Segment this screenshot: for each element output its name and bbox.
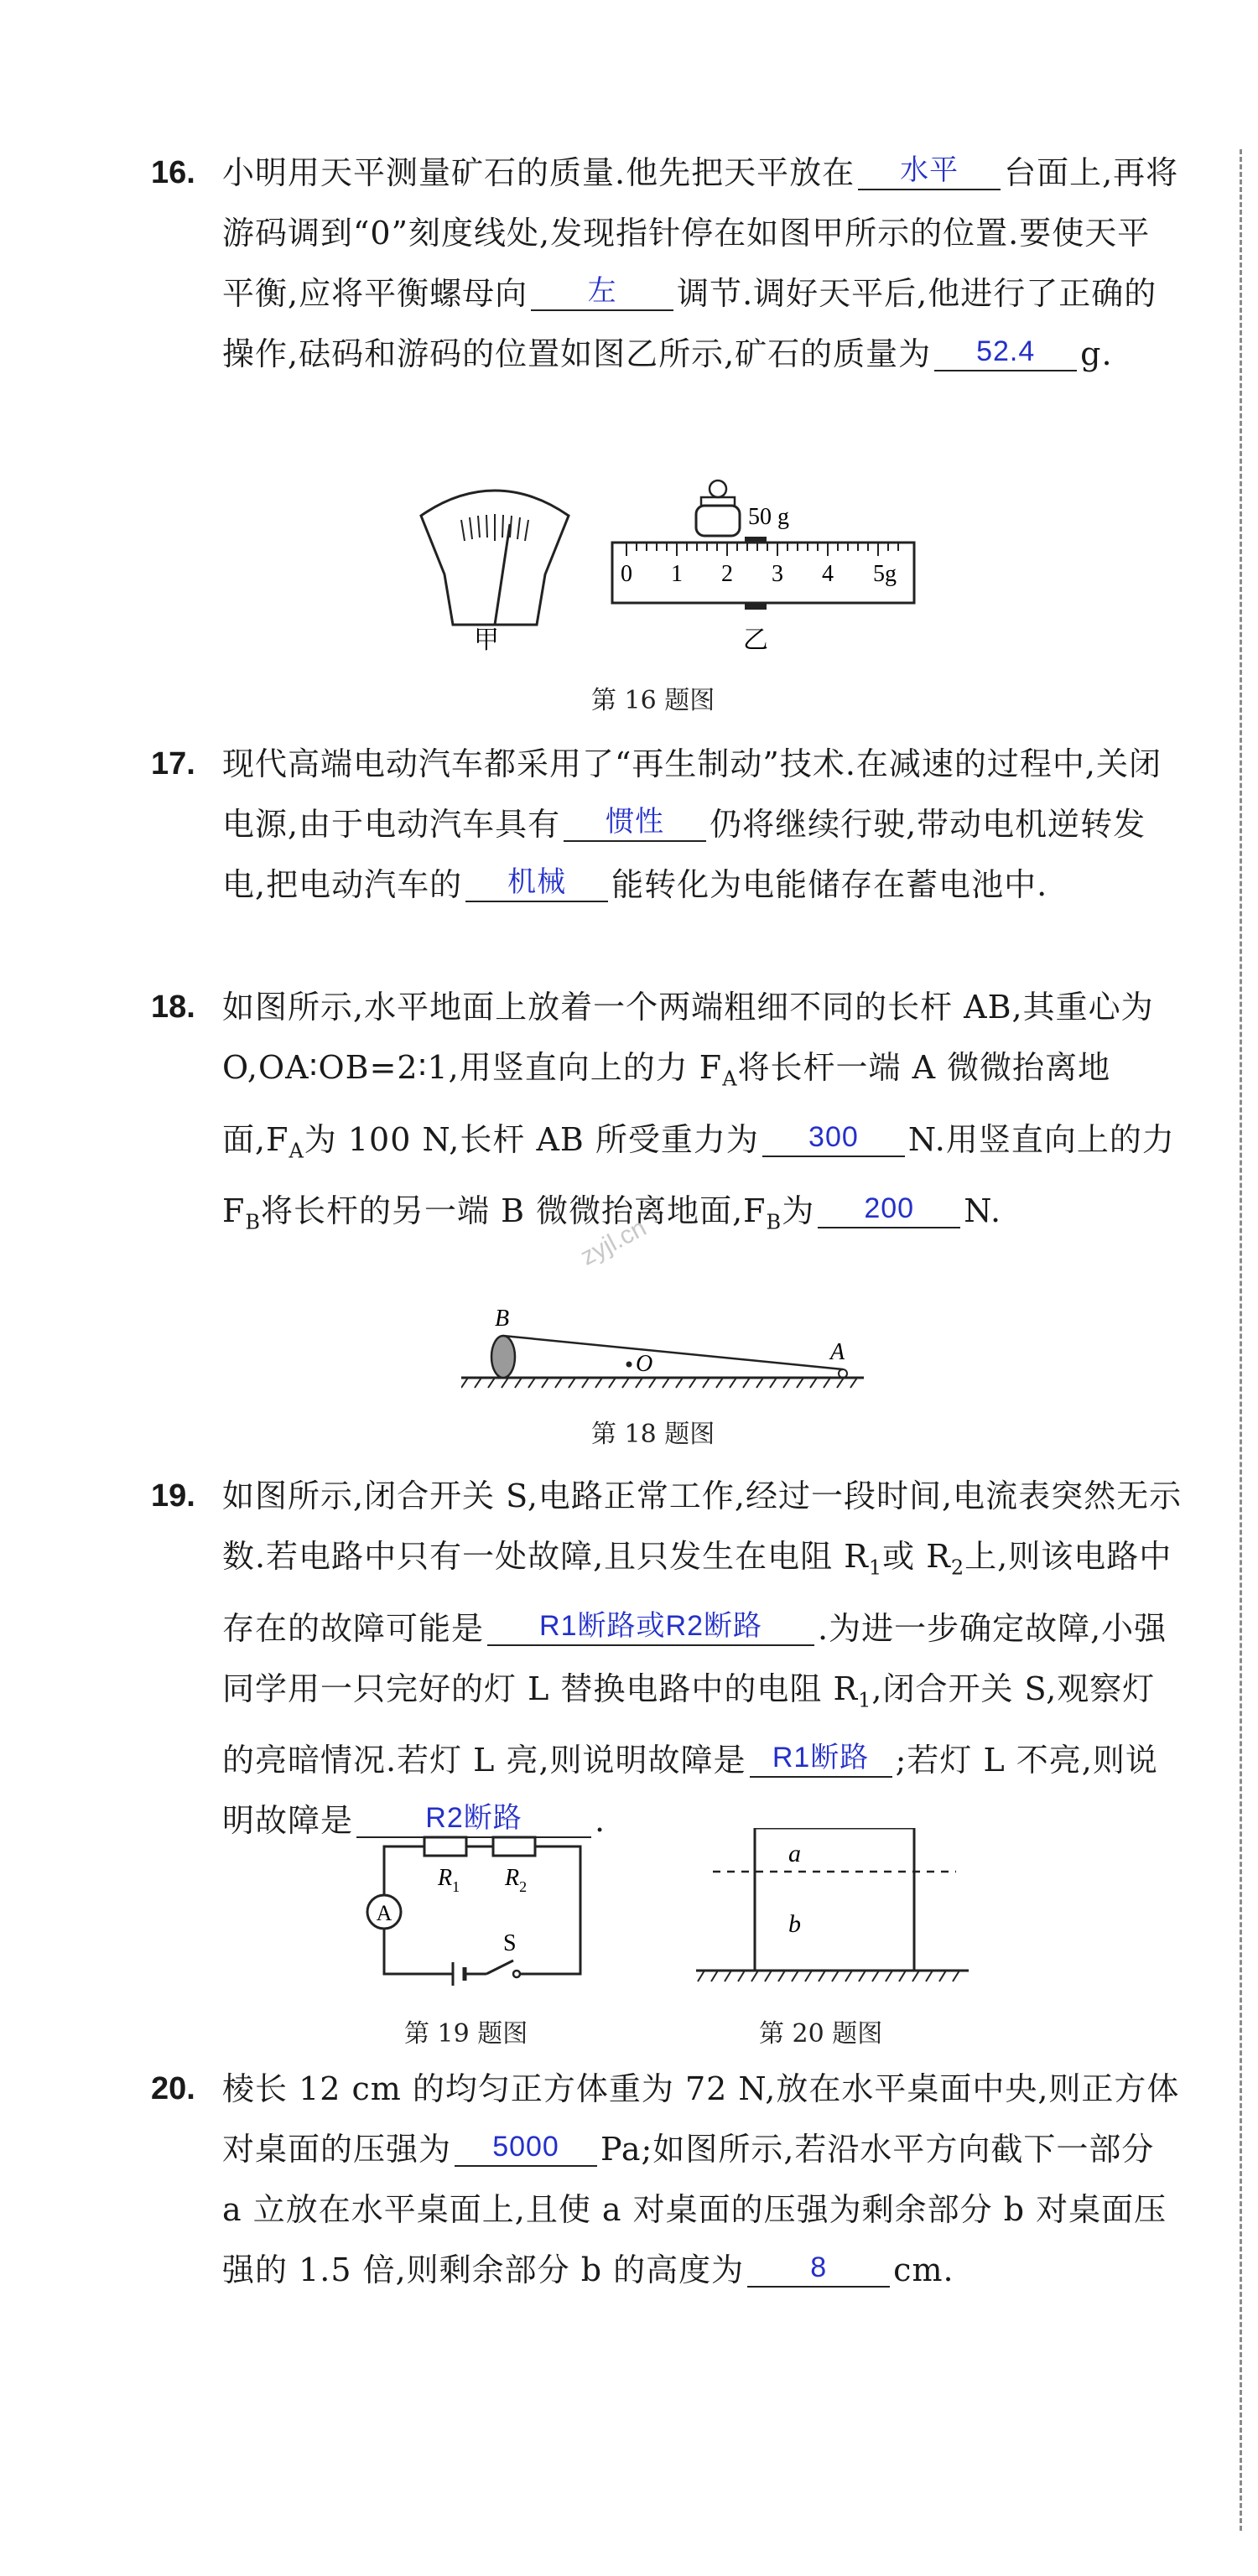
question-number: 19. — [151, 1478, 195, 1514]
scale-tick: 4 — [822, 561, 834, 587]
question-text: 如图所示,水平地面上放着一个两端粗细不同的长杆 AB,其重心为 O,OA∶OB=2∶1,用竖直向上的力 $F_A$将长杆一端 A 微微抬离地面$,F_A$为 100 N,长杆 AB 所受重力为 300 N.用竖直向上的力 $F_B$将长杆的另一端 B 微微抬离地面$,F_B$为 200 N. — [222, 989, 1175, 1234]
label-b: B — [495, 1306, 510, 1332]
watermark: zyjl.cn — [575, 1213, 651, 1271]
figure-20-caption: 第 20 题图 — [759, 2019, 883, 2049]
question-18 — [151, 977, 1183, 1253]
answer-blank: R1断路或R2断路 — [487, 1604, 814, 1646]
resistor-r1 — [424, 1837, 466, 1856]
question-16 — [151, 143, 1183, 384]
figure-19-circuit — [361, 1828, 604, 1996]
answer-blank: 水平 — [858, 148, 1001, 190]
table-surface — [696, 1971, 969, 1981]
question-text: 棱长 12 cm 的均匀正方体重为 72 N,放在水平桌面中央,则正方体对桌面的压强为 5000 Pa;如图所示,若沿水平方向截下一部分 a 立放在水平桌面上,且使 a 对桌面的压强为剩余部分 b 对桌面压强的 1.5 倍,则剩余部分 b 的高度为 8 cm. — [222, 2070, 1180, 2288]
resistor-r2 — [493, 1837, 535, 1856]
answer-blank: R2断路 — [356, 1796, 591, 1838]
scale-tick: 1 — [671, 561, 683, 587]
figure-label-right: 乙 — [743, 626, 768, 655]
scale-tick: 0 — [621, 561, 632, 587]
scale-tick: 5g — [873, 561, 897, 587]
figure-label-left: 甲 — [474, 626, 499, 655]
figure-19-caption: 第 19 题图 — [404, 2019, 528, 2049]
question-text: 现代高端电动汽车都采用了“再生制动”技术.在减速的过程中,关闭电源,由于电动汽车具有 惯性 仍将继续行驶,带动电机逆转发电,把电动汽车的 机械 能转化为电能储存在蓄电池中. — [222, 745, 1162, 903]
circuit-wires — [384, 1846, 580, 1974]
figure-18-caption: 第 18 题图 — [591, 1420, 715, 1449]
label-b: b — [788, 1910, 801, 1938]
label-o: O — [636, 1351, 653, 1377]
figure-16-balance — [411, 457, 931, 658]
figure-18-rod — [461, 1304, 881, 1396]
battery — [453, 1962, 465, 1986]
scale-tick: 3 — [772, 561, 783, 587]
weight-label: 50 g — [748, 504, 789, 530]
answer-blank: 300 — [762, 1115, 905, 1157]
answer-blank: 5000 — [455, 2125, 597, 2167]
cube — [755, 1828, 914, 1971]
label-r2: $R_2$ — [505, 1865, 528, 1895]
ground-line — [461, 1378, 864, 1388]
center-of-gravity-dot — [626, 1362, 632, 1368]
answer-blank: 52.4 — [934, 330, 1077, 371]
rider-top — [745, 537, 767, 543]
tapered-rod — [491, 1336, 847, 1378]
label-r1: $R_1$ — [438, 1865, 460, 1895]
answer-blank: 左 — [531, 269, 673, 311]
answer-blank: 惯性 — [564, 800, 706, 842]
pointer-dial-diagram — [421, 491, 569, 625]
label-a: a — [788, 1840, 801, 1867]
answer-blank: 8 — [747, 2246, 890, 2288]
switch-s — [486, 1961, 520, 1977]
figure-16-caption: 第 16 题图 — [591, 686, 715, 715]
label-a: A — [830, 1339, 845, 1365]
answer-blank: R1断路 — [750, 1736, 892, 1778]
question-number: 17. — [151, 746, 195, 782]
ammeter-label: A — [376, 1901, 392, 1925]
question-number: 18. — [151, 989, 195, 1025]
margin-divider — [1240, 149, 1242, 2531]
scale-tick: 2 — [721, 561, 733, 587]
answer-blank: 机械 — [465, 860, 608, 902]
question-text: 如图所示,闭合开关 S,电路正常工作,经过一段时间,电流表突然无示数.若电路中只有一处故障,且只发生在电阻 $R_1$或 $R_2$上,则该电路中存在的故障可能是 R1断路或R2断路 .为进一步确定故障,小强同学用一只完好的灯 L 替换电路中的电阻 $R_1$,闭合开关 S,观察灯的亮暗情况.若灯 L 亮,则说明故障是 R1断路 ;若灯 L 不亮,则说明故障是 R2断路 . — [222, 1478, 1183, 1840]
question-text: 小明用天平测量矿石的质量.他先把天平放在 水平 台面上,再将游码调到“0”刻度线处,发现指针停在如图甲所示的位置.要使天平平衡,应将平衡螺母向 左 调节.调好天平后,他进行了正确的操作,砝码和游码的位置如图乙所示,矿石的质量为 52.4 g. — [222, 143, 1183, 384]
question-19 — [151, 1466, 1183, 1851]
figure-20-cube — [696, 1828, 981, 2000]
question-20 — [151, 2059, 1183, 2300]
answer-blank: 200 — [818, 1187, 960, 1228]
rider-bottom — [745, 602, 767, 610]
question-number: 16. — [151, 155, 195, 190]
question-number: 20. — [151, 2071, 195, 2106]
switch-label: S — [503, 1930, 517, 1956]
weight-block — [696, 480, 740, 536]
slider-scale — [612, 537, 914, 610]
question-17 — [151, 734, 1183, 915]
